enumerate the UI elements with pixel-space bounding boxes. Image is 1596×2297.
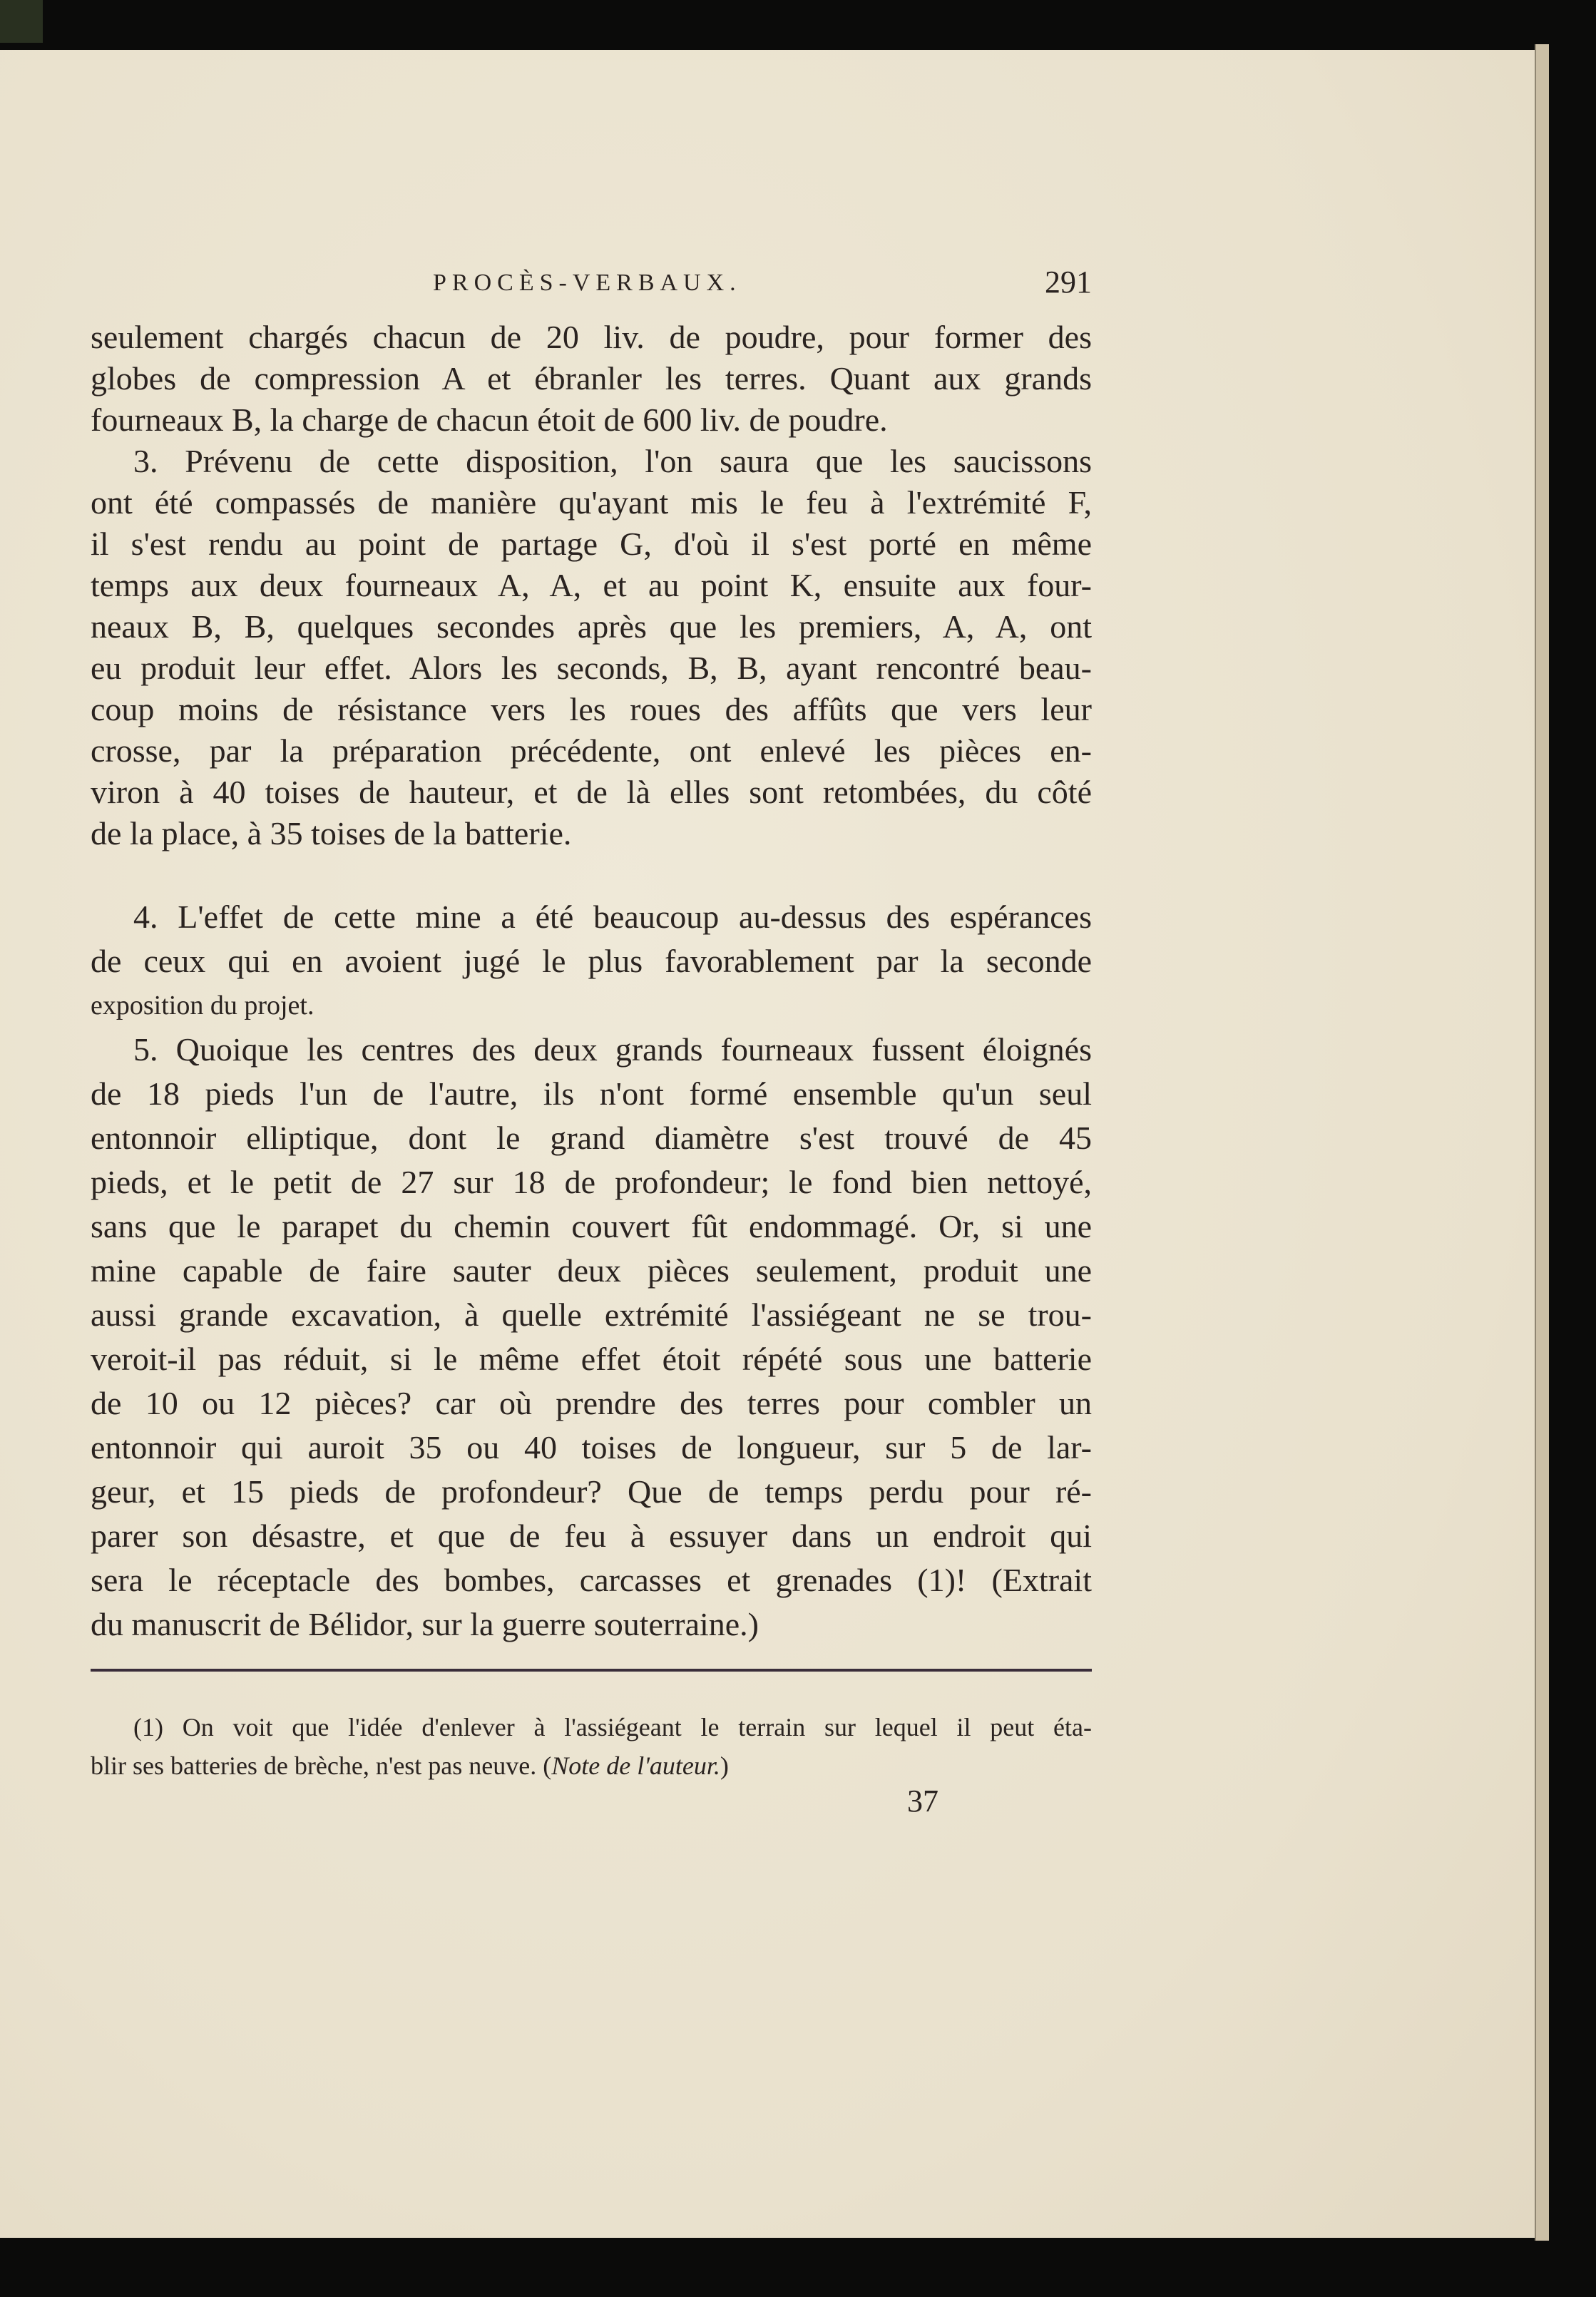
footnote [91,1708,1092,1785]
text-line: de 10 ou 12 pièces? car où prendre des terres pour combler un [91,1385,1092,1421]
text-line: 5. Quoique les centres des deux grands fourneaux fussent éloignés [133,1031,1092,1068]
text-line: neaux B, B, quelques secondes après que les premiers, A, A, ont [91,608,1092,645]
text-line: entonnoir qui auroit 35 ou 40 toises de longueur, sur 5 de lar- [91,1429,1092,1465]
text-line: exposition du projet. [91,991,314,1020]
footnote-line: (1) On voit que l'idée d'enlever à l'assiégeant le terrain sur lequel il peut éta- [133,1713,1092,1741]
text-line: 4. L'effet de cette mine a été beaucoup au-dessus des espérances [133,899,1092,935]
text-line: parer son désastre, et que de feu à essuyer dans un endroit qui [91,1518,1092,1554]
body-text-block-1 [91,317,1092,854]
text-line: temps aux deux fourneaux A, A, et au point K, ensuite aux four- [91,567,1092,603]
text-line: de 18 pieds l'un de l'autre, ils n'ont formé ensemble qu'un seul [91,1075,1092,1112]
text-line: de ceux qui en avoient jugé le plus favorablement par la seconde [91,943,1092,979]
text-line: crosse, par la préparation précédente, ont enlevé les pièces en- [91,732,1092,769]
text-line: coup moins de résistance vers les roues des affûts que vers leur [91,691,1092,727]
running-header [91,264,1092,307]
footnote-text: blir ses batteries de brèche, n'est pas neuve. ( [91,1751,552,1780]
text-line: fourneaux B, la charge de chacun étoit de 600 liv. de poudre. [91,401,888,438]
text-line: veroit-il pas réduit, si le même effet étoit répété sous une batterie [91,1341,1092,1377]
text-line: du manuscrit de Bélidor, sur la guerre souterraine.) [91,1606,759,1642]
text-line: eu produit leur effet. Alors les seconds, B, B, ayant rencontré beau- [91,650,1092,686]
text-line: geur, et 15 pieds de profondeur? Que de temps perdu pour ré- [91,1473,1092,1510]
footnote-line [91,1746,1092,1785]
text-line: aussi grande excavation, à quelle extrémité l'assiégeant ne se trou- [91,1296,1092,1333]
text-line: ont été compassés de manière qu'ayant mis le feu à l'extrémité F, [91,484,1092,521]
running-title: PROCÈS-VERBAUX. [433,270,742,296]
text-line: sans que le parapet du chemin couvert fût endommagé. Or, si une [91,1208,1092,1244]
page-number: 291 [1045,265,1092,300]
text-line: seulement chargés chacun de 20 liv. de poudre, pour former des [91,319,1092,355]
text-line: globes de compression A et ébranler les terres. Quant aux grands [91,360,1092,397]
text-line: pieds, et le petit de 27 sur 18 de profondeur; le fond bien nettoyé, [91,1164,1092,1200]
text-line: il s'est rendu au point de partage G, d'où il s'est porté en même [91,526,1092,562]
footnote-rule [91,1669,1092,1672]
text-line: 3. Prévenu de cette disposition, l'on saura que les saucissons [133,443,1092,479]
footnote-close: ) [720,1751,729,1780]
body-text-block-2 [91,895,1092,1647]
text-line: mine capable de faire sauter deux pièces seulement, produit une [91,1252,1092,1289]
text-line: sera le réceptacle des bombes, carcasses et grenades (1)! (Extrait [91,1562,1092,1598]
text-line: viron à 40 toises de hauteur, et de là elles sont retombées, du côté [91,774,1092,810]
footnote-note-italic: Note de l'auteur. [551,1751,720,1780]
text-line: de la place, à 35 toises de la batterie. [91,815,572,851]
corner-stain [0,0,43,43]
signature-mark: 37 [907,1784,938,1818]
text-line: entonnoir elliptique, dont le grand diamètre s'est trouvé de 45 [91,1120,1092,1156]
page-edge [1535,44,1549,2241]
